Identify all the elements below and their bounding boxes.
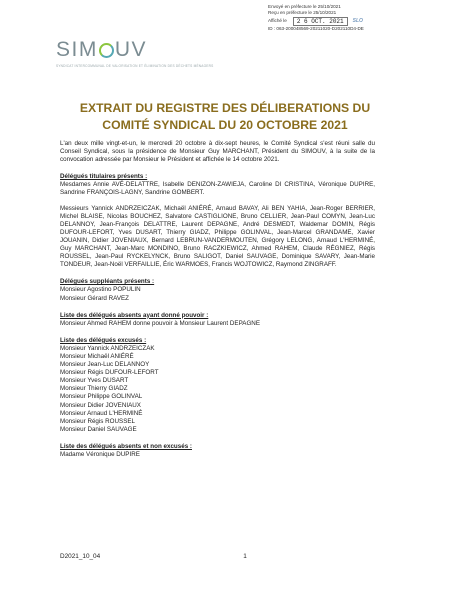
prefecture-stamp [268,4,444,32]
stamp-posted-row [268,17,444,26]
list-item: Monsieur Arnaud L'HERMINÉ [60,409,143,417]
list-item: Madame Véronique DUPIRE [60,451,140,458]
list-item: Monsieur Gérard RAVEZ [60,294,130,302]
logo-ring-icon [99,43,114,58]
list-item: Monsieur Jean-Luc DELANNOY [60,361,150,369]
stamp-sent-line: Envoyé en préfecture le 25/10/2021 [268,4,341,9]
title-line-2: COMITÉ SYNDICAL DU 20 OCTOBRE 2021 [102,118,348,132]
logo-wordmark [56,38,196,62]
titulaires-mesdames: Mesdames Annie AVÉ-DELATTRE, Isabelle DENIZON-ZAWIEJA, Caroline DI CRISTINA, Véronique DUPIRE, Sandrine FRANÇOIS-LAGNY, Sandrine GOMBERT. [60,181,375,197]
pouvoirs-heading: Liste des délégués absents ayant donné pouvoir : [60,311,209,319]
stamp-posted-date: 2 6 OCT. 2021 [293,17,348,26]
suppleants-list [60,286,375,302]
stamp-posted-label: Affiché le [268,18,287,24]
list-item: Monsieur Daniel SAUVAGE [60,425,137,433]
list-item: Monsieur Yannick ANDRZEICZAK [60,344,155,352]
list-item: Monsieur Didier JOVENIAUX [60,401,141,409]
pouvoirs-list [60,320,375,328]
stamp-received-line: Reçu en préfecture le 25/10/2021 [268,10,337,16]
page-number: 1 [243,553,247,560]
simouv-logo [56,38,214,78]
excuses-list [60,345,375,434]
logo-word-end: UV [114,38,148,61]
document-body [60,140,375,459]
logo-word-start: SIM [56,38,98,61]
list-item: Monsieur Ahmed RAHEM donne pouvoir à Monsieur Laurent DEPAGNE [60,319,260,327]
non-excuses-list [60,451,375,459]
titulaires-heading: Délégués titulaires présents : [60,173,148,181]
list-item: Monsieur Philippe GOLINVAL [60,393,143,401]
list-item: Monsieur Régis DUFOUR-LEFORT [60,369,159,377]
logo-tagline: SYNDICAT INTERCOMMUNAL DE VALORISATION ET ÉLIMINATION DES DÉCHETS MÉNAGERS [56,64,214,68]
excuses-heading: Liste des délégués excusés : [60,336,147,344]
page-footer [60,553,390,560]
suppleants-heading: Délégués suppléants présents : [60,278,155,286]
list-item: Monsieur Thierry GIADZ [60,385,128,393]
list-item: Monsieur Yves DUSART [60,377,129,385]
list-item: Monsieur Michaël ANIÉRÉ [60,352,134,360]
title-line-1: EXTRAIT DU REGISTRE DES DÉLIBERATIONS DU [79,101,371,115]
intro-paragraph: L'an deux mille vingt-et-un, le mercredi 20 octobre à dix-sept heures, le Comité Syndical s'est réuni salle du Conseil Syndical, sous la présidence de Monsieur Guy MARCHANT, Président du SIMOUV, à la suite de la convocation adressée par Monsieur le Président et affichée le 14 octobre 2021. [60,140,375,164]
stamp-mark: SLO [352,18,363,25]
document-reference: D2021_10_04 [60,553,101,560]
titulaires-messieurs: Messieurs Yannick ANDRZEICZAK, Michaël ANIÉRÉ, Arnaud BAVAY, Ali BEN YAHIA, Jean-Roger BERRIER, Michel BLAISE, Nicolas BOUCHEZ, Salvatore CASTIGLIONE, Bruno CELLIER, Jean-Paul COMYN, Jean-Luc DELANNOY, Jean-François DELATTRE, Laurent DEPAGNE, André DESMEDT, Waldemar DOMIN, Régis DUFOUR-LEFORT, Yves DUSART, Thierry GIADZ, Philippe GOLINVAL, Jean-Marcel GRANDAME, Xavier JOUANIN, Didier JOVENIAUX, Bernard LEBRUN-VANDERMOUTEN, Grégory LELONG, Arnaud L'HERMINÉ, Guy MARCHANT, Jean-Marc MONDINO, Bruno RACZKIEWICZ, Ahmed RAHEM, Claude RÉGNIEZ, Régis ROUSSEL, Jean-Paul RYCKELYNCK, Bruno SALIGOT, Daniel SAUVAGE, Dominique SAVARY, Jean-Marie TONDEUR, Jean-Noël VERFAILLIE, Éric WARMOES, Francis WOJTOWICZ, Raymond ZINGRAFF. [60,204,375,269]
stamp-id-line: ID : 063-200048569-20211020-D202110D4-DE [268,25,364,31]
list-item: Monsieur Agostino POPULIN [60,286,141,294]
non-excuses-heading: Liste des délégués absents et non excusés : [60,442,192,450]
document-title [30,100,420,134]
list-item: Monsieur Régis ROUSSEL [60,417,136,425]
